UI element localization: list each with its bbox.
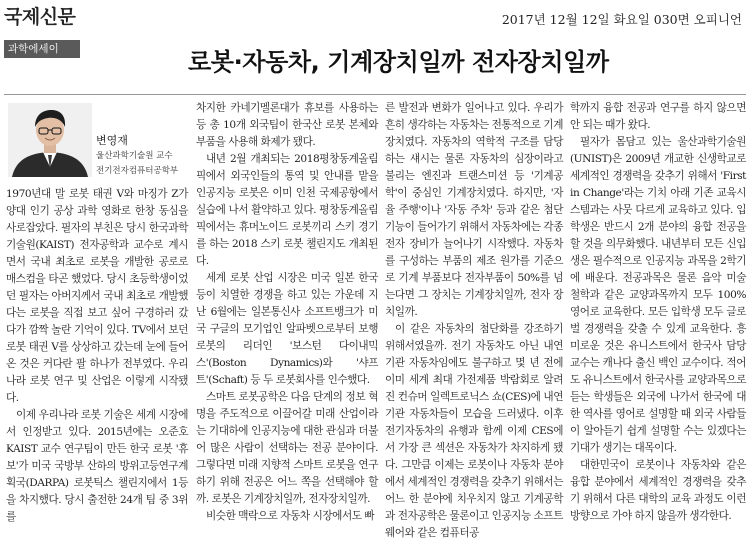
article-column-1 xyxy=(6,186,188,523)
article-column-3 xyxy=(385,100,563,539)
article-column-4 xyxy=(570,100,746,522)
author-photo xyxy=(8,103,92,177)
headline-divider xyxy=(4,94,746,95)
newspaper-name: 국제신문 xyxy=(4,6,76,28)
masthead xyxy=(0,0,750,34)
author-byline xyxy=(96,132,190,178)
paragraph: 내년 2월 개최되는 2018평창동계올림픽에서 외국인들의 통역 및 안내를 맡을 인공지능 로봇은 이미 인천 국제공항에서 실습에 나서 활약하고 있다. 평창동계올림픽에서는 휴머노이드 로봇끼리 스키 경기를 하는 2018 스키 로봇 챌린지도 개최된다. xyxy=(196,153,378,267)
paragraph: 스마트 로봇공학은 다음 단계의 정보 혁명을 주도적으로 이끌어갈 미래 산업이라는 기대하에 인공지능에 대한 관심과 더불어 많은 사람이 선택하는 전공 분야이다. 그렇다면 미래 지향적 스마트 로봇을 연구하기 위해 전공은 어느 쪽을 선택해야 할까. 로봇은 기계장치일까, 전자장치일까. xyxy=(196,391,378,505)
issue-date-line: 2017년 12월 12일 화요일 030면 오피니언 xyxy=(501,12,742,27)
paragraph: 비슷한 맥락으로 자동차 시장에서도 빠 xyxy=(206,510,375,522)
paragraph: 세계 로봇 산업 시장은 미국 일본 한국 등이 치열한 경쟁을 하고 있는 가운데 지난 6월에는 일본통신사 소프트뱅크가 미국 구글의 모기업인 알파벳으로부터 보행 로봇의 리더인 '보스턴 다이내믹스'(Boston Dynamics)와 '샤프트'(Schaft) 등 두 로봇회사를 인수했다. xyxy=(196,272,378,386)
paragraph: 이 같은 자동차의 첨단화를 강조하기 위해서였을까. 전기 자동차도 아닌 내연기관 자동차임에도 불구하고 몇 년 전에 이미 세계 최대 가전제품 박람회로 알려진 컨슈머 일렉트로닉스 쇼(CES)에 내연기관 자동차들이 모습을 드러냈다. 이후 전기자동차의 유행과 함께 이제 CES에서 가장 큰 섹션은 자동차가 차지하게 됐다. 그만큼 이제는 로봇이나 자동차 분야에서 세계적인 경쟁력을 갖추기 위해서는 어느 한 분야에 치우치지 않고 기계공학과 전자공학은 물론이고 인공지능 소프트웨어와 같은 컴퓨터공 xyxy=(385,323,563,539)
article-column-2 xyxy=(196,100,378,522)
article-headline: 로봇·자동차, 기계장치일까 전자장치일까 xyxy=(188,48,609,76)
author-name: 변영재 xyxy=(96,134,128,147)
paragraph: 이제 우리나라 로봇 기술은 세계 시장에서 인정받고 있다. 2015년에는 오준호 KAIST 교수 연구팀이 만든 한국 로봇 '휴보'가 미국 국방부 산하의 방위고등연구계획국(DARPA) 로봇틱스 챌린지에서 1등을 차지했다. 당시 출전한 24개 팀 중 3위를 xyxy=(6,409,188,523)
paragraph: 1970년대 말 로봇 태권 V와 마징가 Z가 양대 인기 공상 과학 영화로 한창 동심을 사로잡았다. 필자의 부친은 당시 한국과학기술원(KAIST) 전자공학과 교수로 계시면서 국내 최초로 로봇을 개발한 공로로 매스컴을 타곤 했었다. 당시 초등학생이었던 필자는 아버지께서 국내 최초로 개발했다는 로봇을 직접 보고 싶어 구경하러 갔다가 깜짝 놀란 기억이 있다. TV에서 보던 로봇 태권 V를 상상하고 갔는데 눈에 들어온 것은 커다란 팔 하나가 전부였다. 우리나라 로봇 연구 및 산업은 이렇게 시작됐다. xyxy=(6,188,188,404)
paragraph: 필자가 몸담고 있는 울산과학기술원(UNIST)은 2009년 개교한 신생학교로 세계적인 경쟁력을 갖추기 위해서 'First in Change'라는 기치 아래 기존 교육시스템과는 사뭇 다르게 교육하고 있다. 입학생은 반드시 2개 분야의 융합 전공을 할 것을 의무화했다. 내년부터 모든 신입생은 필수적으로 인공지능 과목을 2학기에 배운다. 전공과목은 물론 음악 미술 철학과 같은 교양과목까지 모두 100% 영어로 교육한다. 모든 입학생 모두 글로벌 경쟁력을 갖출 수 있게 교육한다. 흥미로운 것은 유니스트에서 한국사 담당 교수는 캐나다 출신 백인 교수이다. 적어도 유니스트에서 한국사를 교양과목으로 듣는 학생들은 외국에 나가서 한국에 대한 역사를 영어로 설명할 때 외국 사람들이 알아듣기 쉽게 설명할 수는 있겠다는 기대가 생기는 대목이다. xyxy=(570,136,746,454)
author-affiliation-1: 울산과학기술원 교수 xyxy=(96,151,173,161)
section-label: 과학에세이 xyxy=(4,40,80,58)
paragraph: 른 발전과 변화가 일어나고 있다. 우리가 흔히 생각하는 자동차는 전통적으로 기계장치였다. 자동차의 역학적 구조를 담당하는 섀시는 물론 자동차의 심장이라고 불리는 엔진과 트랜스미션 등 '기계공학'이 중심인 기계장치였다. 하지만, '자율 주행'이나 '자동 주차' 등과 같은 첨단 기능이 들어가기 위해서 자동차에는 각종 전자 장비가 늘어나기 시작했다. 자동차를 구성하는 부품의 제조 원가를 기준으로 기계 부품보다 전자부품이 50%를 넘는다면 그 장치는 기계장치일까, 전자 장치일까. xyxy=(385,102,563,318)
paragraph: 대한민국이 로봇이나 자동차와 같은 융합 분야에서 세계적인 경쟁력을 갖추기 위해서 다른 대학의 교육 과정도 이런 방향으로 가야 하지 않을까 생각한다. xyxy=(570,459,746,522)
paragraph: 학까지 융합 전공과 연구를 하지 않으면 안 되는 때가 왔다. xyxy=(570,102,746,131)
paragraph: 차지한 카네기멜론대가 휴보를 사용하는 등 총 10개 외국팀이 한국산 로봇 본체와 부품을 사용해 화제가 됐다. xyxy=(196,102,378,148)
author-affiliation-2: 전기전자컴퓨터공학부 xyxy=(96,166,179,176)
author-portrait-image xyxy=(8,103,92,177)
